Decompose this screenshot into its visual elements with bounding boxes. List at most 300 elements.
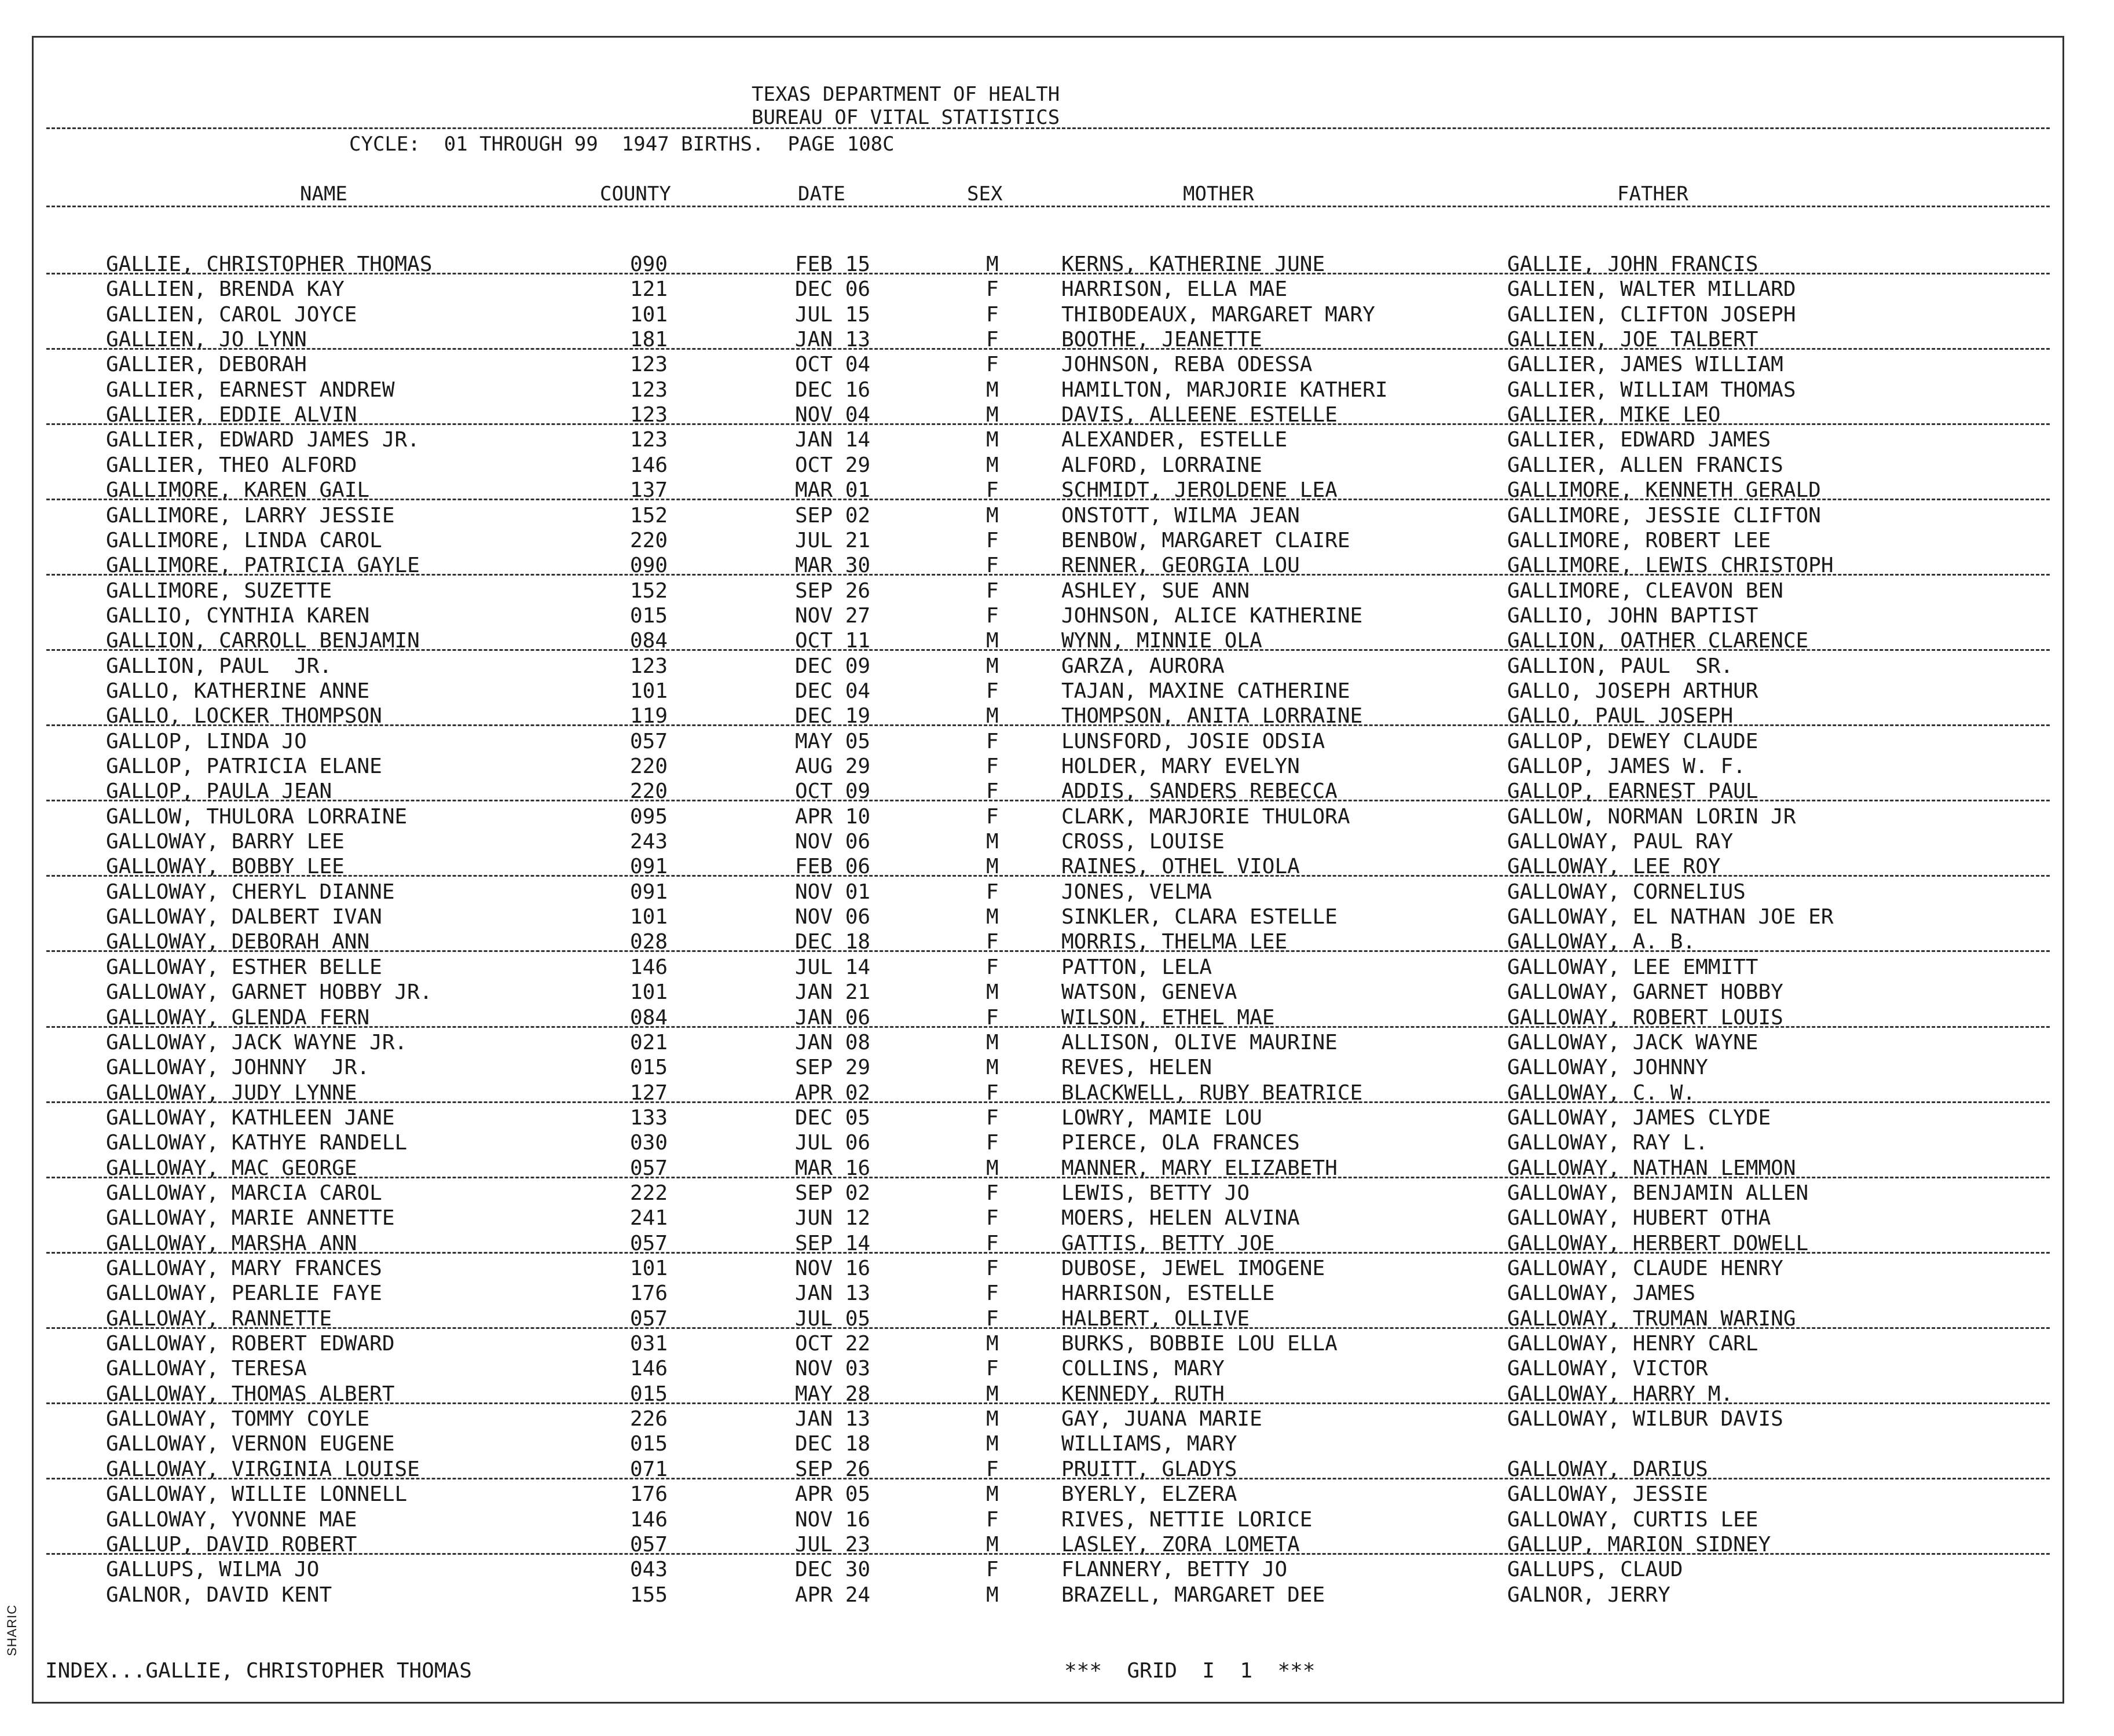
table-row [34,1055,2062,1080]
cell-name: GALLO, LOCKER THOMPSON [106,704,382,728]
cell-mother: HARRISON, ELLA MAE [1061,277,1288,302]
cell-county: 152 [630,578,668,603]
cell-father: GALLO, PAUL JOSEPH [1507,704,1734,728]
cell-date: DEC 04 [795,679,871,703]
cell-father: GALLOP, JAMES W. F. [1507,755,1746,778]
cell-name: GALLOWAY, JUDY LYNNE [106,1081,357,1105]
cell-county: 220 [630,779,668,804]
cell-mother: GATTIS, BETTY JOE [1061,1231,1275,1255]
cell-county: 095 [630,804,668,829]
cell-sex: M [986,905,999,929]
cell-mother: ALFORD, LORRAINE [1061,453,1262,477]
cell-sex: F [986,554,999,578]
cell-sex: F [986,328,999,352]
cell-mother: GARZA, AURORA [1061,654,1225,678]
cell-county: 028 [630,930,668,954]
cell-name: GALLOWAY, GLENDA FERN [106,1005,370,1030]
cell-date: APR 02 [795,1081,871,1105]
cell-name: GALLOW, THULORA LORRAINE [106,804,408,829]
table-row [34,1256,2062,1281]
divider [46,800,2050,801]
table-row [34,1507,2062,1532]
cell-date: JAN 13 [795,328,871,352]
column-header-county: COUNTY [600,182,671,206]
cell-date: OCT 29 [795,453,871,477]
cell-sex: M [986,428,999,452]
cell-mother: WILSON, ETHEL MAE [1061,1005,1275,1030]
cell-mother: LOWRY, MAMIE LOU [1061,1105,1262,1130]
cell-name: GALLIMORE, LARRY JESSIE [106,503,395,528]
cell-county: 043 [630,1558,668,1582]
cell-mother: ADDIS, SANDERS REBECCA [1061,779,1338,804]
cell-sex: F [986,1131,999,1155]
cell-county: 101 [630,1257,668,1280]
cell-date: JUL 06 [795,1131,871,1155]
cell-sex: F [986,302,999,327]
cell-county: 101 [630,905,668,929]
cell-date: JUL 23 [795,1532,871,1556]
cell-father: GALLUPS, CLAUD [1507,1558,1683,1582]
divider [46,348,2050,350]
report-sheet [32,36,2064,1704]
divider [46,950,2050,952]
cell-county: 123 [630,353,668,377]
cell-sex: M [986,252,999,276]
cell-name: GALLIER, EDWARD JAMES JR. [106,428,420,452]
cell-mother: CLARK, MARJORIE THULORA [1061,804,1350,829]
divider [46,1026,2050,1028]
cell-father: GALLOP, DEWEY CLAUDE [1507,729,1758,753]
cell-date: OCT 04 [795,353,871,377]
cell-name: GALLOWAY, MARSHA ANN [106,1231,357,1255]
cell-sex: M [986,1332,999,1356]
cell-sex: M [986,403,999,427]
cell-date: MAR 16 [795,1156,871,1180]
cell-mother: GAY, JUANA MARIE [1061,1407,1262,1431]
cell-sex: F [986,1558,999,1582]
cell-sex: F [986,1357,999,1381]
table-row [34,679,2062,704]
cell-name: GALLIMORE, SUZETTE [106,578,332,603]
header-department: TEXAS DEPARTMENT OF HEALTH [752,83,1060,106]
cell-date: NOV 01 [795,880,871,904]
cell-date: DEC 18 [795,930,871,954]
cell-county: 015 [630,603,668,628]
cell-sex: M [986,1583,999,1607]
cell-date: JAN 06 [795,1005,871,1030]
cell-date: SEP 26 [795,1457,871,1481]
cell-name: GALLOWAY, JACK WAYNE JR. [106,1030,408,1054]
cell-sex: M [986,503,999,528]
divider [46,1101,2050,1103]
cell-date: JUL 14 [795,955,871,979]
cell-father: GALLOWAY, C. W. [1507,1081,1696,1105]
column-header-mother: MOTHER [1183,182,1254,206]
cell-father: GALLIER, WILLIAM THOMAS [1507,378,1796,402]
cell-sex: M [986,1407,999,1431]
cell-mother: PRUITT, GLADYS [1061,1457,1237,1481]
cell-father: GALLIE, JOHN FRANCIS [1507,252,1758,276]
cell-name: GALLOWAY, BARRY LEE [106,830,345,854]
cell-father: GALLOWAY, HUBERT OTHA [1507,1206,1771,1230]
cell-county: 121 [630,277,668,302]
cell-county: 057 [630,1532,668,1556]
cell-name: GALLIMORE, KAREN GAIL [106,478,370,503]
cell-county: 021 [630,1030,668,1054]
cell-sex: F [986,277,999,302]
cell-mother: THOMPSON, ANITA LORRAINE [1061,704,1363,728]
cell-mother: SINKLER, CLARA ESTELLE [1061,905,1338,929]
cell-mother: BYERLY, ELZERA [1061,1482,1237,1507]
table-row [34,654,2062,679]
cell-date: APR 05 [795,1482,871,1507]
cell-sex: F [986,1507,999,1532]
cell-date: JUN 12 [795,1206,871,1230]
table-row [34,754,2062,779]
cell-sex: M [986,453,999,477]
cell-mother: KERNS, KATHERINE JUNE [1061,252,1325,276]
cell-county: 090 [630,554,668,578]
cell-father: GALLIEN, WALTER MILLARD [1507,277,1796,302]
cell-county: 031 [630,1332,668,1356]
cell-county: 176 [630,1281,668,1306]
cell-date: NOV 03 [795,1357,871,1381]
cell-date: MAY 05 [795,729,871,753]
cell-mother: HAMILTON, MARJORIE KATHERI [1061,378,1388,402]
cell-county: 084 [630,629,668,653]
cell-mother: DAVIS, ALLEENE ESTELLE [1061,403,1338,427]
cell-sex: F [986,1231,999,1255]
cell-name: GALLOWAY, MARY FRANCES [106,1257,382,1280]
cell-date: SEP 14 [795,1231,871,1255]
cell-name: GALLOWAY, MAC GEORGE [106,1156,357,1180]
cell-sex: M [986,1482,999,1507]
cell-father: GALLOWAY, CORNELIUS [1507,880,1746,904]
cell-date: JAN 08 [795,1030,871,1054]
cell-name: GALLOWAY, THOMAS ALBERT [106,1382,395,1406]
cell-father: GALLOP, EARNEST PAUL [1507,779,1758,804]
cell-father: GALLIER, EDWARD JAMES [1507,428,1771,452]
table-row [34,277,2062,302]
cell-name: GALLOWAY, TOMMY COYLE [106,1407,370,1431]
cell-father: GALLOWAY, GARNET HOBBY [1507,980,1783,1005]
cell-sex: F [986,478,999,503]
cell-name: GALLO, KATHERINE ANNE [106,679,370,703]
cell-county: 243 [630,830,668,854]
grid-footer: *** GRID I 1 *** [1064,1659,1316,1683]
cell-sex: F [986,679,999,703]
cell-mother: ALEXANDER, ESTELLE [1061,428,1288,452]
table-row [34,352,2062,377]
table-row [34,1583,2062,1607]
cell-date: AUG 29 [795,755,871,778]
cell-father: GALLOWAY, JOHNNY [1507,1056,1708,1080]
cell-county: 015 [630,1432,668,1456]
cell-county: 181 [630,328,668,352]
cell-mother: ASHLEY, SUE ANN [1061,578,1250,603]
cell-county: 220 [630,755,668,778]
cell-county: 084 [630,1005,668,1030]
cell-name: GALLOP, PATRICIA ELANE [106,755,382,778]
cell-name: GALLOWAY, GARNET HOBBY JR. [106,980,433,1005]
cell-name: GALLOWAY, ESTHER BELLE [106,955,382,979]
cell-sex: F [986,1306,999,1331]
cell-date: DEC 09 [795,654,871,678]
cell-county: 057 [630,1306,668,1331]
cell-sex: M [986,378,999,402]
cell-sex: F [986,930,999,954]
cell-sex: M [986,830,999,854]
cell-county: 127 [630,1081,668,1105]
cell-date: DEC 30 [795,1558,871,1582]
cell-date: DEC 19 [795,704,871,728]
cell-father: GALLOWAY, HERBERT DOWELL [1507,1231,1809,1255]
cell-name: GALLUPS, WILMA JO [106,1558,320,1582]
cell-mother: LEWIS, BETTY JO [1061,1181,1250,1205]
cell-name: GALLOWAY, KATHLEEN JANE [106,1105,395,1130]
cell-county: 152 [630,503,668,528]
cell-sex: F [986,1105,999,1130]
cell-date: JAN 13 [795,1281,871,1306]
table-row [34,503,2062,528]
cell-father: GALLIMORE, ROBERT LEE [1507,528,1771,552]
cell-mother: BENBOW, MARGARET CLAIRE [1061,528,1350,552]
cell-county: 123 [630,403,668,427]
cell-name: GALLIEN, BRENDA KAY [106,277,345,302]
cell-mother: WYNN, MINNIE OLA [1061,629,1262,653]
cell-father: GALLOWAY, TRUMAN WARING [1507,1306,1796,1331]
table-row [34,829,2062,854]
cell-sex: F [986,1257,999,1280]
cell-name: GALLIER, EARNEST ANDREW [106,378,395,402]
cell-name: GALLIE, CHRISTOPHER THOMAS [106,252,433,276]
cell-father: GALLOWAY, CURTIS LEE [1507,1507,1758,1532]
cell-mother: COLLINS, MARY [1061,1357,1225,1381]
cell-sex: F [986,880,999,904]
cell-father: GALLOWAY, LEE ROY [1507,855,1721,879]
cell-father: GALLOWAY, EL NATHAN JOE ER [1507,905,1834,929]
cell-mother: REVES, HELEN [1061,1056,1212,1080]
table-row [34,1130,2062,1155]
cell-date: NOV 16 [795,1507,871,1532]
cell-father: GALLOWAY, ROBERT LOUIS [1507,1005,1783,1030]
cell-father: GALNOR, JERRY [1507,1583,1670,1607]
cell-name: GALLOWAY, DEBORAH ANN [106,930,370,954]
column-header-name: NAME [300,182,347,206]
cell-father: GALLIEN, JOE TALBERT [1507,328,1758,352]
cell-father: GALLOWAY, JACK WAYNE [1507,1030,1758,1054]
cell-father: GALLUP, MARION SIDNEY [1507,1532,1771,1556]
cell-father: GALLOWAY, RAY L. [1507,1131,1708,1155]
cell-date: JAN 21 [795,980,871,1005]
cell-name: GALLOWAY, MARCIA CAROL [106,1181,382,1205]
cell-father: GALLION, PAUL SR. [1507,654,1734,678]
cell-mother: RENNER, GEORGIA LOU [1061,554,1300,578]
cell-sex: F [986,804,999,829]
cell-county: 123 [630,654,668,678]
divider [46,724,2050,726]
cell-date: SEP 02 [795,503,871,528]
cell-sex: F [986,955,999,979]
divider [46,1402,2050,1404]
cell-date: MAR 01 [795,478,871,503]
cell-mother: WILLIAMS, MARY [1061,1432,1237,1456]
cell-father: GALLOWAY, BENJAMIN ALLEN [1507,1181,1809,1205]
table-row [34,1181,2062,1206]
cell-sex: M [986,1382,999,1406]
cell-father: GALLIER, JAMES WILLIAM [1507,353,1783,377]
cell-sex: F [986,578,999,603]
cell-county: 091 [630,855,668,879]
cell-sex: F [986,603,999,628]
cell-sex: M [986,855,999,879]
table-row [34,1281,2062,1306]
table-row [34,1482,2062,1507]
cell-name: GALLOWAY, DALBERT IVAN [106,905,382,929]
cell-county: 155 [630,1583,668,1607]
divider [46,206,2050,207]
cell-county: 176 [630,1482,668,1507]
cell-mother: HOLDER, MARY EVELYN [1061,755,1300,778]
cell-mother: MOERS, HELEN ALVINA [1061,1206,1300,1230]
cell-county: 123 [630,378,668,402]
index-footer: INDEX...GALLIE, CHRISTOPHER THOMAS [45,1659,472,1683]
cell-name: GALLOWAY, ROBERT EDWARD [106,1332,395,1356]
table-row [34,880,2062,904]
cell-name: GALLOWAY, VIRGINIA LOUISE [106,1457,420,1481]
table-row [34,1557,2062,1582]
cell-name: GALLION, CARROLL BENJAMIN [106,629,420,653]
table-row [34,302,2062,327]
cell-sex: M [986,980,999,1005]
cell-name: GALLIMORE, PATRICIA GAYLE [106,554,420,578]
cell-mother: BOOTHE, JEANETTE [1061,328,1262,352]
cell-mother: PIERCE, OLA FRANCES [1061,1131,1300,1155]
cell-father: GALLOWAY, HARRY M. [1507,1382,1734,1406]
cell-date: APR 24 [795,1583,871,1607]
cell-date: FEB 06 [795,855,871,879]
cell-sex: F [986,1005,999,1030]
cell-father: GALLIMORE, KENNETH GERALD [1507,478,1821,503]
cell-county: 146 [630,453,668,477]
cell-mother: SCHMIDT, JEROLDENE LEA [1061,478,1338,503]
cell-mother: MANNER, MARY ELIZABETH [1061,1156,1338,1180]
cell-mother: RAINES, OTHEL VIOLA [1061,855,1300,879]
cell-county: 015 [630,1056,668,1080]
divider [46,499,2050,500]
cell-sex: F [986,755,999,778]
cell-name: GALLOWAY, WILLIE LONNELL [106,1482,408,1507]
cell-father: GALLOWAY, DARIUS [1507,1457,1708,1481]
cell-mother: WATSON, GENEVA [1061,980,1237,1005]
cell-father: GALLIEN, CLIFTON JOSEPH [1507,302,1796,327]
cell-county: 071 [630,1457,668,1481]
cell-date: MAR 30 [795,554,871,578]
cell-sex: M [986,629,999,653]
table-row [34,427,2062,452]
cell-county: 133 [630,1105,668,1130]
cell-father: GALLOWAY, PAUL RAY [1507,830,1734,854]
cell-mother: JOHNSON, ALICE KATHERINE [1061,603,1363,628]
cell-name: GALLIEN, CAROL JOYCE [106,302,357,327]
header-bureau: BUREAU OF VITAL STATISTICS [752,106,1060,129]
cell-sex: M [986,1030,999,1054]
cell-father: GALLOWAY, HENRY CARL [1507,1332,1758,1356]
cell-father: GALLOWAY, LEE EMMITT [1507,955,1758,979]
cell-county: 030 [630,1131,668,1155]
cell-name: GALNOR, DAVID KENT [106,1583,332,1607]
cell-mother: CROSS, LOUISE [1061,830,1225,854]
divider [46,423,2050,425]
table-row [34,1407,2062,1431]
cell-father: GALLOWAY, VICTOR [1507,1357,1708,1381]
cell-father: GALLOW, NORMAN LORIN JR [1507,804,1796,829]
cell-mother: PATTON, LELA [1061,955,1212,979]
cell-date: JUL 15 [795,302,871,327]
cell-sex: F [986,1081,999,1105]
table-row [34,528,2062,553]
cell-sex: F [986,779,999,804]
cell-father: GALLIER, MIKE LEO [1507,403,1721,427]
cell-name: GALLIO, CYNTHIA KAREN [106,603,370,628]
cell-mother: TAJAN, MAXINE CATHERINE [1061,679,1350,703]
cell-date: JUL 05 [795,1306,871,1331]
cell-sex: M [986,1056,999,1080]
cell-father: GALLION, OATHER CLARENCE [1507,629,1809,653]
divider [46,574,2050,576]
cell-name: GALLIEN, JO LYNN [106,328,307,352]
divider [46,1478,2050,1479]
cell-sex: F [986,1281,999,1306]
cell-county: 146 [630,1357,668,1381]
cell-mother: BRAZELL, MARGARET DEE [1061,1583,1325,1607]
divider [46,875,2050,877]
divider [46,1553,2050,1555]
cell-date: MAY 28 [795,1382,871,1406]
cell-father: GALLOWAY, A. B. [1507,930,1696,954]
cell-date: JAN 13 [795,1407,871,1431]
cell-father: GALLOWAY, JAMES CLYDE [1507,1105,1771,1130]
cell-mother: ALLISON, OLIVE MAURINE [1061,1030,1338,1054]
cell-date: FEB 15 [795,252,871,276]
cell-mother: BLACKWELL, RUBY BEATRICE [1061,1081,1363,1105]
cell-name: GALLOWAY, YVONNE MAE [106,1507,357,1532]
cell-mother: ONSTOTT, WILMA JEAN [1061,503,1300,528]
cell-county: 119 [630,704,668,728]
cell-name: GALLIER, EDDIE ALVIN [106,403,357,427]
divider [46,649,2050,651]
cell-mother: MORRIS, THELMA LEE [1061,930,1288,954]
cell-mother: JOHNSON, REBA ODESSA [1061,353,1313,377]
cell-name: GALLOWAY, KATHYE RANDELL [106,1131,408,1155]
table-row [34,1206,2062,1230]
cell-father: GALLOWAY, CLAUDE HENRY [1507,1257,1783,1280]
cell-date: DEC 18 [795,1432,871,1456]
cell-mother: THIBODEAUX, MARGARET MARY [1061,302,1375,327]
cell-date: NOV 16 [795,1257,871,1280]
cell-county: 146 [630,1507,668,1532]
cell-date: OCT 22 [795,1332,871,1356]
cell-mother: LASLEY, ZORA LOMETA [1061,1532,1300,1556]
cell-sex: F [986,729,999,753]
table-row [34,804,2062,829]
table-row [34,729,2062,754]
table-row [34,1105,2062,1130]
column-header-date: DATE [798,182,845,206]
cell-date: DEC 16 [795,378,871,402]
cell-county: 091 [630,880,668,904]
table-row [34,453,2062,478]
